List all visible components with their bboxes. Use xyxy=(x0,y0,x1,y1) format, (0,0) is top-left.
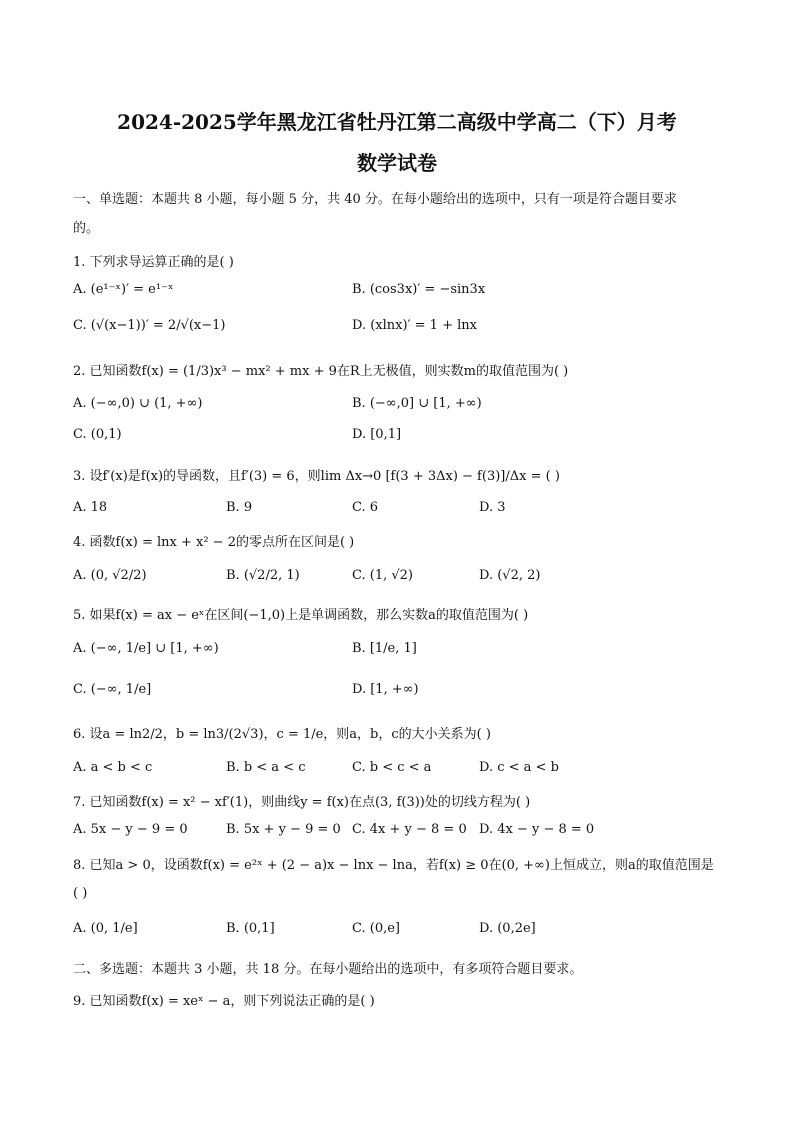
q2-stem: 2. 已知函数f(x) = (1/3)x³ − mx² + mx + 9在R上无极值，则实数m的取值范围为( ) xyxy=(73,364,569,379)
section1-heading-line2: 的。 xyxy=(73,221,100,236)
q6-option-c: C. b < c < a xyxy=(352,760,432,775)
q1-option-b: B. (cos3x)′ = −sin3x xyxy=(352,282,486,297)
q4-option-d: D. (√2, 2) xyxy=(479,568,541,583)
q4-option-b: B. (√2/2, 1) xyxy=(226,568,300,583)
q4-option-a: A. (0, √2/2) xyxy=(73,568,147,583)
q3-option-a: A. 18 xyxy=(73,500,108,515)
q8-option-c: C. (0,e] xyxy=(352,921,400,936)
q3-option-b: B. 9 xyxy=(226,500,253,515)
q2-option-d: D. [0,1] xyxy=(352,427,402,442)
q5-option-b: B. [1/e, 1] xyxy=(352,641,417,656)
q7-stem: 7. 已知函数f(x) = x² − xf′(1)，则曲线y = f(x)在点(3, f(3))处的切线方程为( ) xyxy=(73,795,531,810)
exam-title: 2024-2025学年黑龙江省牡丹江第二高级中学高二（下）月考 xyxy=(117,110,677,134)
section2-heading: 二、多选题：本题共 3 小题，共 18 分。在每小题给出的选项中，有多项符合题目要求。 xyxy=(73,962,583,977)
q8-stem-line1: 8. 已知a > 0，设函数f(x) = e²ˣ + (2 − a)x − lnx − lna，若f(x) ≥ 0在(0, +∞)上恒成立，则a的取值范围是 xyxy=(73,858,714,873)
q7-option-c: C. 4x + y − 8 = 0 xyxy=(352,822,467,837)
q1-option-d: D. (xlnx)′ = 1 + lnx xyxy=(352,318,477,333)
exam-subtitle: 数学试卷 xyxy=(357,151,437,175)
q3-option-d: D. 3 xyxy=(479,500,506,515)
q2-option-b: B. (−∞,0] ∪ [1, +∞) xyxy=(352,396,482,411)
q5-stem: 5. 如果f(x) = ax − eˣ在区间(−1,0)上是单调函数，那么实数a的取值范围为( ) xyxy=(73,608,529,623)
q6-option-b: B. b < a < c xyxy=(226,760,306,775)
q6-option-d: D. c < a < b xyxy=(479,760,559,775)
q5-option-d: D. [1, +∞) xyxy=(352,682,419,697)
q9-stem: 9. 已知函数f(x) = xeˣ − a，则下列说法正确的是( ) xyxy=(73,994,375,1009)
q5-option-c: C. (−∞, 1/e] xyxy=(73,682,152,697)
q3-stem: 3. 设f′(x)是f(x)的导函数，且f′(3) = 6，则lim Δx→0 [f(3 + 3Δx) − f(3)]/Δx = ( ) xyxy=(73,469,560,484)
q7-option-b: B. 5x + y − 9 = 0 xyxy=(226,822,341,837)
q8-option-d: D. (0,2e] xyxy=(479,921,536,936)
q3-option-c: C. 6 xyxy=(352,500,379,515)
q2-option-c: C. (0,1) xyxy=(73,427,122,442)
q8-option-b: B. (0,1] xyxy=(226,921,275,936)
q6-stem: 6. 设a = ln2/2，b = ln3/(2√3)，c = 1/e，则a，b，c的大小关系为( ) xyxy=(73,727,491,742)
q7-option-a: A. 5x − y − 9 = 0 xyxy=(73,822,188,837)
q1-option-c: C. (√(x−1))′ = 2/√(x−1) xyxy=(73,318,226,333)
section1-heading-line1: 一、单选题：本题共 8 小题，每小题 5 分，共 40 分。在每小题给出的选项中，只有一项是符合题目要求 xyxy=(73,192,677,207)
q5-option-a: A. (−∞, 1/e] ∪ [1, +∞) xyxy=(73,641,219,656)
q6-option-a: A. a < b < c xyxy=(73,760,153,775)
q4-option-c: C. (1, √2) xyxy=(352,568,413,583)
q4-stem: 4. 函数f(x) = lnx + x² − 2的零点所在区间是( ) xyxy=(73,535,355,550)
q1-stem: 1. 下列求导运算正确的是( ) xyxy=(73,255,234,270)
q1-option-a: A. (e¹⁻ˣ)′ = e¹⁻ˣ xyxy=(73,282,174,297)
q7-option-d: D. 4x − y − 8 = 0 xyxy=(479,822,595,837)
q8-option-a: A. (0, 1/e] xyxy=(73,921,138,936)
q8-stem-line2: ( ) xyxy=(73,886,88,901)
q2-option-a: A. (−∞,0) ∪ (1, +∞) xyxy=(73,396,203,411)
